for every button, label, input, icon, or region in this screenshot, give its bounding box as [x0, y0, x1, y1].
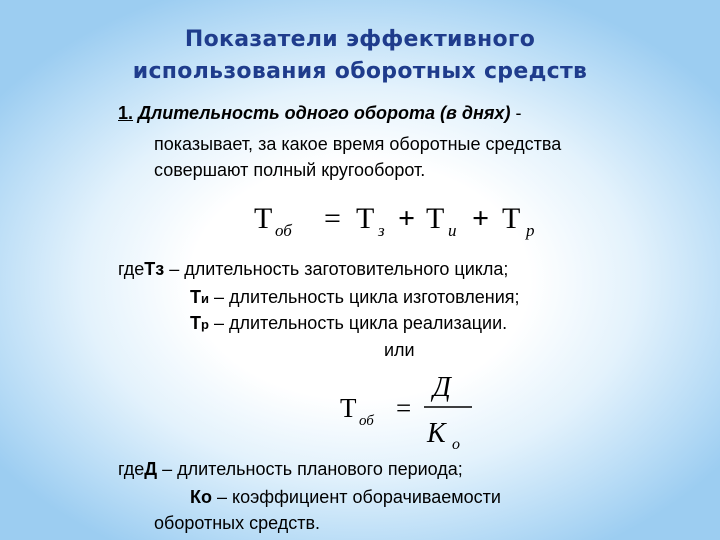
def-ko-symbol: Ко: [190, 487, 212, 507]
def-tr-symbol: Тр: [190, 313, 209, 333]
formula1-t1: Т: [356, 202, 375, 235]
item1-heading: Длительность одного оборота (в днях): [138, 103, 511, 123]
def2-where: где: [118, 459, 145, 479]
or-text: или: [384, 340, 415, 360]
item1-description-line1: показывает, за какое время оборотные средства: [154, 134, 562, 154]
item1-heading-line: [118, 100, 521, 126]
slide-title-line2: использования оборотных средств: [132, 59, 588, 84]
def-ti-line: [190, 284, 520, 312]
def-where: где: [118, 259, 145, 279]
formula2-lhs: Т: [340, 393, 357, 423]
def-ko-line2: оборотных средств.: [154, 513, 321, 533]
formula1-t1-sub: з: [378, 221, 385, 240]
formula1-t3-sub: р: [526, 221, 535, 240]
formula-turnover-alt: [330, 362, 510, 454]
item1-dash: -: [515, 103, 522, 123]
def-tz-line: [118, 256, 508, 282]
formula2-numerator: Д: [433, 372, 451, 403]
def-d-line: [118, 456, 463, 482]
def-tr-text: – длительность цикла реализации.: [208, 313, 508, 333]
formula1-t2: Т: [426, 202, 445, 235]
formula1-t2-sub: и: [448, 221, 457, 240]
formula1-plus2: +: [472, 202, 490, 235]
formula2-eq: =: [396, 393, 412, 423]
def-ko-text: – коэффициент оборачиваемости: [211, 487, 501, 507]
def-ko-line: [190, 484, 501, 510]
formula2-denominator-sub: о: [452, 436, 460, 453]
item1-number: 1.: [118, 103, 134, 123]
def-tz-symbol: Тз: [144, 259, 165, 279]
def-ti-symbol: Ти: [190, 287, 209, 307]
formula1-t3: Т: [502, 202, 521, 235]
formula2-lhs-sub: об: [359, 413, 374, 429]
formula-turnover-duration: [240, 192, 580, 242]
formula1-eq: =: [324, 202, 341, 235]
formula1-plus1: +: [398, 202, 416, 235]
formula1-lhs: Т: [254, 202, 273, 235]
slide-title-line1: Показатели эффективного: [184, 27, 536, 52]
formula2-denominator: К: [427, 418, 446, 449]
def-ti-text: – длительность цикла изготовления;: [209, 287, 520, 307]
def-d-symbol: Д: [144, 459, 158, 479]
def-tz-text: – длительность заготовительного цикла;: [164, 259, 509, 279]
def-tr-line: [190, 310, 507, 338]
item1-description-line2: совершают полный кругооборот.: [154, 160, 426, 180]
slide-title: [0, 24, 720, 88]
def-d-text: – длительность планового периода;: [157, 459, 463, 479]
formula1-lhs-sub: об: [275, 221, 292, 240]
